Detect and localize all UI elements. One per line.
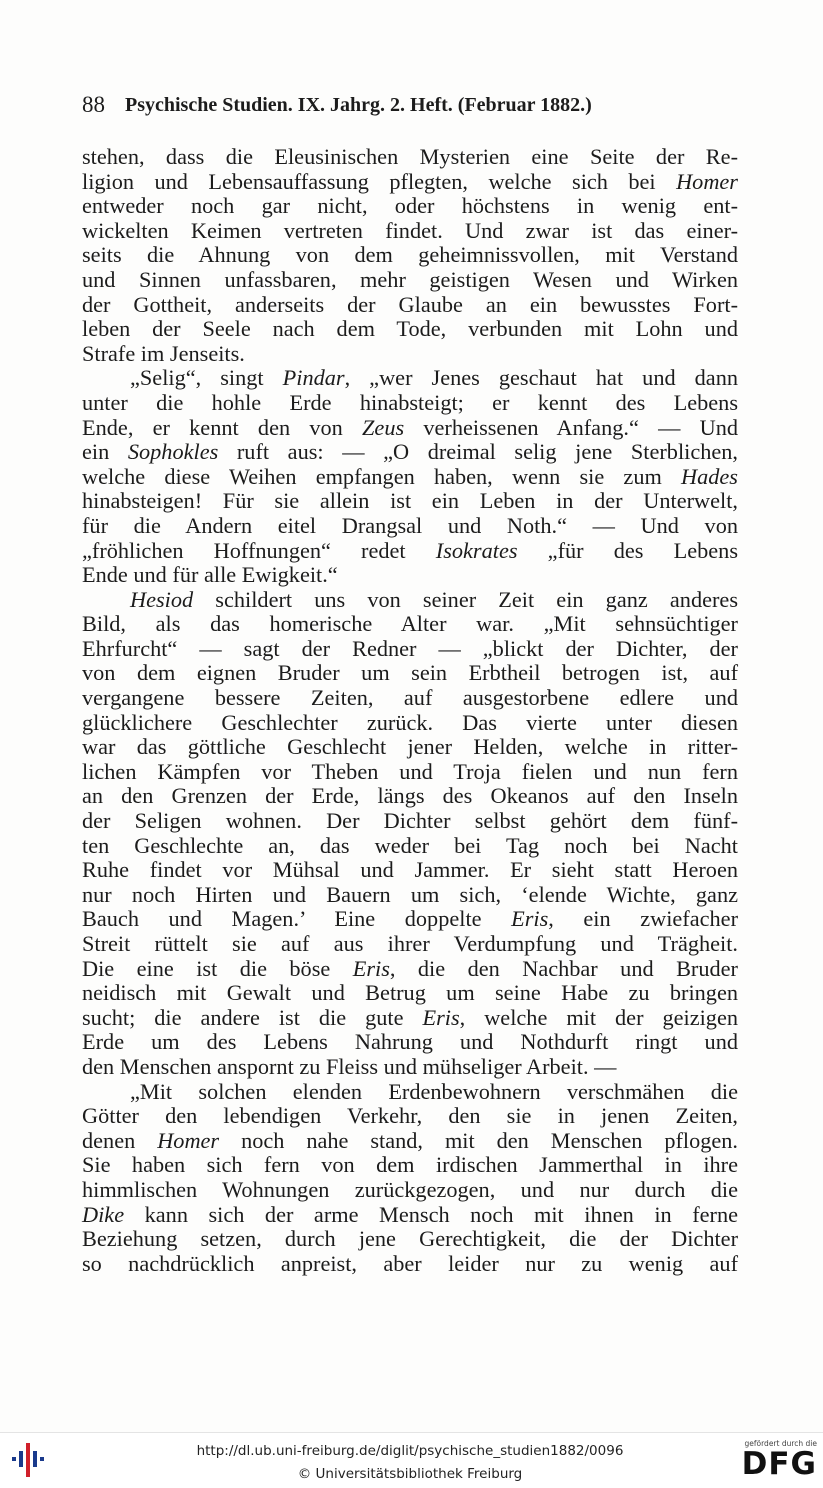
text-line: lichen Kämpfen vor Theben und Troja fielen und nun fern: [82, 758, 738, 784]
text-line: „fröhlichen Hoffnungen“ redet Isokrates „für des Lebens: [82, 537, 738, 563]
text-line: Beziehung setzen, durch jene Gerechtigkeit, die der Dichter: [82, 1226, 738, 1252]
text-line: der Gottheit, anderseits der Glaube an ein bewusstes Fort-: [82, 291, 738, 317]
text-line: Streit rüttelt sie auf aus ihrer Verdumpfung und Trägheit.: [82, 931, 738, 956]
text-line: den Menschen anspornt zu Fleiss und mühseliger Arbeit. —: [82, 1053, 617, 1079]
text-line: Ende und für alle Ewigkeit.“: [82, 562, 338, 588]
text-line: glücklichere Geschlechter zurück. Das vierte unter diesen: [82, 709, 738, 735]
text-line: ten Geschlechte an, das weder bei Tag noch bei Nacht: [82, 832, 738, 858]
text-line: stehen, dass die Eleusinischen Mysterien eine Seite der Re-: [82, 144, 738, 169]
running-head: [82, 90, 738, 120]
dfg-logo-text: DFG: [741, 1446, 817, 1482]
text-line: Die eine ist die böse Eris, die den Nachbar und Bruder: [82, 955, 738, 981]
page-number: 88: [82, 92, 105, 117]
text-line: Bauch und Magen.’ Eine doppelte Eris, ein zwiefacher: [82, 906, 738, 932]
text-line: unter die hohle Erde hinabsteigt; er kennt des Lebens: [82, 389, 738, 415]
text-line: nur noch Hirten und Bauern um sich, ‘elende Wichte, ganz: [82, 881, 738, 907]
text-line: so nachdrücklich anpreist, aber leider nur zu wenig auf: [82, 1250, 738, 1276]
viewer-footer: [0, 1432, 823, 1488]
text-line: Dike kann sich der arme Mensch noch mit ihnen in ferne: [82, 1201, 738, 1227]
text-line: wickelten Keimen vertreten findet. Und zwar ist das einer-: [82, 217, 738, 243]
text-line: Strafe im Jenseits.: [82, 340, 245, 366]
text-line: für die Andern eitel Drangsal und Noth.“ — Und von: [82, 512, 738, 538]
dfg-tagline: gefördert durch die: [744, 1439, 817, 1448]
text-line: neidisch mit Gewalt und Betrug um seine Habe zu bringen: [82, 980, 738, 1006]
text-line: Ende, er kennt den von Zeus verheissenen Anfang.“ — Und: [82, 414, 738, 440]
text-line: Ruhe findet vor Mühsal und Jammer. Er sieht statt Heroen: [82, 857, 738, 883]
text-line: Erde um des Lebens Nahrung und Nothdurft ringt und: [82, 1029, 738, 1055]
text-line: seits die Ahnung von dem geheimnissvollen, mit Verstand: [82, 242, 738, 268]
text-line: himmlischen Wohnungen zurückgezogen, und nur durch die: [82, 1176, 738, 1202]
dfg-logo: [725, 1439, 817, 1483]
text-line: vergangene bessere Zeiten, auf ausgestorbene edlere und: [82, 685, 738, 711]
copyright-notice: © Universitätsbibliothek Freiburg: [297, 1466, 523, 1482]
text-line: von dem eignen Bruder um sein Erbtheil betrogen ist, auf: [82, 660, 738, 686]
text-line: Ehrfurcht“ — sagt der Redner — „blickt der Dichter, der: [82, 635, 738, 661]
text-line: ein Sophokles ruft aus: — „O dreimal selig jene Sterblichen,: [82, 439, 738, 465]
running-title: Psychische Studien. IX. Jahrg. 2. Heft. (Februar 1882.): [125, 93, 592, 116]
text-line: und Sinnen unfassbaren, mehr geistigen Wesen und Wirken: [82, 266, 738, 292]
permalink-url[interactable]: http://dl.ub.uni-freiburg.de/diglit/psychische_studien1882/0096: [196, 1443, 624, 1459]
body-text: [82, 145, 738, 1276]
text-line: denen Homer noch nahe stand, mit den Menschen pflogen.: [82, 1127, 739, 1153]
ub-freiburg-logo-icon: [10, 1441, 50, 1479]
text-line: welche diese Weihen empfangen haben, wenn sie zum Hades: [82, 463, 738, 489]
text-line: der Seligen wohnen. Der Dichter selbst gehört dem fünf-: [82, 808, 738, 834]
text-line: entweder noch gar nicht, oder höchstens in wenig ent-: [82, 193, 738, 219]
text-line: „Selig“, singt Pindar, „wer Jenes geschaut hat und dann: [130, 365, 739, 391]
text-line: sucht; die andere ist die gute Eris, welche mit der geizigen: [82, 1004, 739, 1030]
text-line: hinabsteigen! Für sie allein ist ein Leben in der Unterwelt,: [82, 488, 738, 514]
text-line: Sie haben sich fern von dem irdischen Jammerthal in ihre: [82, 1152, 738, 1178]
text-line: „Mit solchen elenden Erdenbewohnern verschmähen die: [130, 1078, 738, 1104]
text-line: ligion und Lebensauffassung pflegten, welche sich bei Homer: [82, 168, 738, 194]
text-line: Hesiod schildert uns von seiner Zeit ein ganz anderes: [130, 586, 738, 612]
text-line: Götter den lebendigen Verkehr, den sie in jenen Zeiten,: [82, 1103, 738, 1129]
text-line: leben der Seele nach dem Tode, verbunden mit Lohn und: [82, 316, 738, 342]
text-line: Bild, als das homerische Alter war. „Mit sehnsüchtiger: [82, 611, 738, 637]
text-line: an den Grenzen der Erde, längs des Okeanos auf den Inseln: [82, 783, 738, 809]
text-line: war das göttliche Geschlecht jener Helden, welche in ritter-: [82, 734, 738, 760]
